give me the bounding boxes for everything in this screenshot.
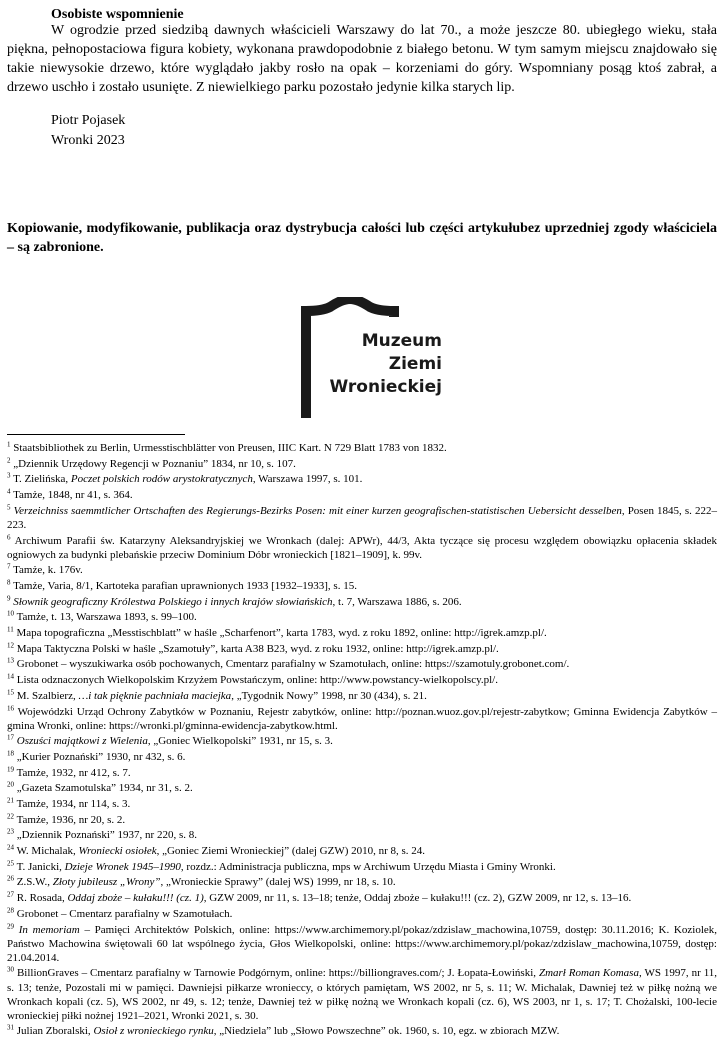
footnote-number: 25 xyxy=(7,859,14,868)
author-name: Piotr Pojasek xyxy=(51,113,126,128)
footnote-text: W. Michalak, xyxy=(16,845,79,858)
footnote-number: 30 xyxy=(7,965,14,974)
footnote-text: Tamże, 1936, nr 20, s. 2. xyxy=(16,813,126,826)
footnote-item xyxy=(7,579,717,593)
footnote-number: 14 xyxy=(7,672,14,681)
footnote-number: 27 xyxy=(7,890,14,899)
place-date: Wronki 2023 xyxy=(51,133,125,148)
footnote-number: 18 xyxy=(7,749,14,758)
footnote-number: 31 xyxy=(7,1023,14,1032)
footnote-item xyxy=(7,734,717,748)
footnote-number: 16 xyxy=(7,703,14,712)
footnote-item xyxy=(7,923,717,965)
footnote-item xyxy=(7,797,717,811)
footnote-item xyxy=(7,689,717,703)
footnote-text: Tamże, t. 13, Warszawa 1893, s. 99–100. xyxy=(16,611,197,624)
footnote-item xyxy=(7,705,717,733)
footnote-text: Tamże, k. 176v. xyxy=(13,564,83,577)
footnote-text: Grobonet – Cmentarz parafialny w Szamotułach. xyxy=(16,907,233,920)
footnote-text-rest: , „Goniec Ziemi Wronieckiej” (dalej GZW) 2010, nr 8, s. 24. xyxy=(156,845,426,858)
footnote-text-rest: , WS 1997, nr 11, s. 13; tenże, Pozostali mi w pamięci. Dawniejsi piłkarze wronieccy, o których pamiętam, WS 2002, nr 5, s. 11; W. Michalak, Dawniej też w piłkę nożną we Wronkach kopali (cz. 5), WS 2002, nr 49, s. 12; tenże, Dawniej też w piłkę nożną we Wronkach kopali (cz. 6), WS 2003, nr 1, s. 17; T. Chożalski, 100-lecie wronieckiej piłki nożnej 1921–2021, Wronki 2021, s. 30. xyxy=(7,967,718,1022)
footnote-number: 19 xyxy=(7,765,14,773)
footnote-text-rest: , GZW 2009, nr 11, s. 13–18; tenże, Oddaj zboże – kułaku!!! (cz. 2), GZW 2009, nr 12, s. 13–16. xyxy=(203,892,632,905)
footnote-item xyxy=(7,966,717,1022)
footnote-text-rest: , „Goniec Wielkopolski” 1931, nr 15, s. 3. xyxy=(147,735,333,748)
footnote-item xyxy=(7,441,717,455)
footnote-title: In memoriam xyxy=(18,923,80,936)
footnote-item xyxy=(7,875,717,889)
footnote-item xyxy=(7,472,717,486)
section-heading: Osobiste wspomnienie xyxy=(51,7,184,22)
footnote-text: Mapa Taktyczna Polski w haśle „Szamotuły”, karta A38 B23, wyd. z roku 1932, online: http://igrek.amzp.pl/. xyxy=(16,642,499,655)
footnote-item xyxy=(7,504,717,532)
footnote-text: Tamże, 1848, nr 41, s. 364. xyxy=(13,489,133,502)
footnote-item xyxy=(7,813,717,827)
footnote-item xyxy=(7,626,717,640)
footnote-text: M. Szalbierz, xyxy=(16,689,79,702)
logo-line-2: Ziemi xyxy=(388,354,442,374)
footnote-text-rest: , rozdz.: Administracja publiczna, mps w Archiwum Urzędu Miasta i Gminy Wronki. xyxy=(180,860,556,873)
logo-wordmark xyxy=(314,330,442,399)
footnote-number: 22 xyxy=(7,812,14,821)
footnote-item xyxy=(7,673,717,687)
footnote-title: Osioł z wronieckiego rynku xyxy=(93,1025,214,1038)
footnote-item xyxy=(7,781,717,795)
footnote-number: 13 xyxy=(7,656,14,665)
footnote-title: Oddaj zboże – kułaku!!! (cz. 1) xyxy=(67,892,204,905)
footnote-number: 24 xyxy=(7,843,14,852)
footnote-number: 29 xyxy=(7,921,14,930)
footnote-item xyxy=(7,828,717,842)
footnote-text: Tamże, Varia, 8/1, Kartoteka parafian uprawnionych 1933 [1932–1933], s. 15. xyxy=(13,580,357,592)
footnote-number: 26 xyxy=(7,874,14,883)
footnote-number: 15 xyxy=(7,688,14,697)
footnote-item xyxy=(7,534,717,562)
footnote-title: Dzieje Wronek 1945–1990 xyxy=(64,860,181,873)
footnote-number: 8 xyxy=(7,578,11,587)
footnote-number: 2 xyxy=(7,456,11,465)
footnote-number: 9 xyxy=(7,594,11,603)
footnote-text: T. Janicki, xyxy=(16,860,65,873)
footnote-item xyxy=(7,595,717,609)
footnote-number: 1 xyxy=(7,440,11,449)
footnote-item xyxy=(7,657,717,671)
footnote-title: Wroniecki osiołek xyxy=(78,845,157,858)
footnote-number: 10 xyxy=(7,609,14,618)
footnote-text-rest: , „Niedziela” lub „Słowo Powszechne” ok. 1960, s. 10, egz. w zbiorach MZW. xyxy=(213,1025,560,1038)
footnote-text-rest: , „Wronieckie Sprawy” (dalej WS) 1999, nr 18, s. 10. xyxy=(160,876,396,889)
footnote-title: Złoty jubileusz „Wrony” xyxy=(52,876,161,889)
footnote-number: 3 xyxy=(7,471,11,480)
footnote-number: 7 xyxy=(7,562,11,571)
footnote-text: T. Zielińska, xyxy=(13,473,71,486)
copyright-notice: Kopiowanie, modyfikowanie, publikacja oraz dystrybucja całości lub części artykułubez uprzedniej zgody właściciela – są zabronione. xyxy=(7,221,717,255)
footnote-text-rest: , Posen 1845, s. 222–223. xyxy=(7,504,718,531)
footnote-text-rest: – Pamięci Architektów Polskich, online: https://www.archimemory.pl/pokaz/zdzislaw_machowina,10759, dostęp: 30.11.2016; K. Koziolek, Państwo Machowina świętowali 60 lat wspólnego życia, Głos Wielkopolski, online: https://www.archimemory.pl/pokaz/zdzislaw_machowina,10759, dostęp: 21.04.2014. xyxy=(7,923,718,964)
footnote-text: Tamże, 1934, nr 114, s. 3. xyxy=(16,798,131,811)
footnote-title: Verzeichniss saemmtlicher Ortschaften des Regierungs-Bezirks Posen: mit einer kurzen geografischen-statistischen Uebersicht desselben xyxy=(13,504,622,517)
footnote-text: Julian Zboralski, xyxy=(16,1025,94,1038)
footnote-number: 17 xyxy=(7,733,14,742)
footnote-number: 23 xyxy=(7,827,14,836)
footnote-title: Oszuści majątkowi z Wielenia xyxy=(16,735,148,748)
footnote-title: Słownik geograficzny Królestwa Polskiego i innych krajów słowiańskich xyxy=(13,595,333,608)
logo-line-3: Wronieckiej xyxy=(329,377,442,397)
footnote-text: Lista odznaczonych Wielkopolskim Krzyżem Powstańczym, online: http://www.powstancy-wielkopolscy.pl/. xyxy=(16,674,498,687)
footnote-number: 21 xyxy=(7,796,14,805)
footnote-item xyxy=(7,457,717,471)
footnote-title: Poczet polskich rodów arystokratycznych xyxy=(70,473,253,486)
footnote-item xyxy=(7,860,717,874)
footnote-text-rest: , t. 7, Warszawa 1886, s. 206. xyxy=(332,595,462,608)
footnote-number: 11 xyxy=(7,625,14,634)
footnote-item xyxy=(7,642,717,656)
footnote-text-rest: , Warszawa 1997, s. 101. xyxy=(252,473,363,486)
footnote-item xyxy=(7,844,717,858)
footnote-separator xyxy=(7,434,185,435)
footnote-item xyxy=(7,610,717,624)
footnote-number: 6 xyxy=(7,532,11,541)
footnote-number: 12 xyxy=(7,641,14,650)
footnote-text: „Gazeta Szamotulska” 1934, nr 31, s. 2. xyxy=(16,782,193,795)
footnote-text: Grobonet – wyszukiwarka osób pochowanych, Cmentarz parafialny w Szamotułach, online: https://szamotuly.grobonet.com/. xyxy=(16,658,570,671)
footnote-text: Staatsbibliothek zu Berlin, Urmesstischblätter von Preusen, IIIC Kart. N 729 Blatt 1783 von 1832. xyxy=(13,442,447,454)
footnote-text: R. Rosada, xyxy=(16,892,68,905)
museum-logo xyxy=(292,297,442,420)
footnote-text: Mapa topograficzna „Messtischblatt” w haśle „Scharfenort”, karta 1783, wyd. z roku 1892, online: http://igrek.amzp.pl/. xyxy=(16,627,547,640)
footnote-text: Z.S.W., xyxy=(16,876,53,889)
footnote-title: …i tak pięknie pachniała maciejka xyxy=(78,689,232,702)
footnote-item xyxy=(7,1024,717,1038)
logo-line-1: Muzeum xyxy=(361,331,442,351)
footnote-number: 4 xyxy=(7,487,11,496)
footnotes-list xyxy=(7,441,717,1040)
footnote-text: „Dziennik Poznański” 1937, nr 220, s. 8. xyxy=(16,829,197,842)
footnote-item xyxy=(7,563,717,577)
memoir-paragraph: W ogrodzie przed siedzibą dawnych właścicieli Warszawy do lat 70., a może jeszcze 80. ubiegłego wieku, stała piękna, pełnopostaciowa figura kobiety, wykonana prawdopodobnie z białego betonu. W tym samym miejscu znajdowało się takie niewysokie drzewo, które wyglądało jakby rosło na opak – korzeniami do góry. Wspomniany posąg ktoś zabrał, a drzewo uschło i zostało usunięte. Z niewielkiego parku pozostało jedynie kilka starych lip. xyxy=(7,23,717,95)
footnote-text: „Dziennik Urzędowy Regencji w Poznaniu” 1834, nr 10, s. 107. xyxy=(13,457,296,470)
footnote-text: Wojewódzki Urząd Ochrony Zabytków w Poznaniu, Rejestr zabytków, online: http://poznan.wuoz.gov.pl/rejestr-zabytkow; Gminna Ewidencja Zabytków – gmina Wronki, online: https://wronki.pl/gminna-ewidencja-zabytkow.html. xyxy=(7,705,717,732)
footnote-text: BillionGraves – Cmentarz parafialny w Tarnowie Podgórnym, online: https://billiongraves.com/; J. Łopata-Łowiński, xyxy=(16,967,539,980)
footnote-number: 28 xyxy=(7,906,14,915)
footnote-title: Zmarł Roman Komasa xyxy=(538,967,639,980)
footnote-item xyxy=(7,891,717,905)
footnote-item xyxy=(7,750,717,764)
footnote-text: Archiwum Parafii św. Katarzyny Aleksandryjskiej we Wronkach (dalej: APWr), 44/3, Akta tyczące się procesu względem obowiązku opłacenia składek ogniowych za budynki plebańskie przeciw Dominium Dóbr wronieckich [1821–1909], k. 99v. xyxy=(7,534,718,561)
footnote-text-rest: , „Tygodnik Nowy” 1998, nr 30 (434), s. 21. xyxy=(231,689,427,702)
footnote-item xyxy=(7,488,717,502)
footnote-text: Tamże, 1932, nr 412, s. 7. xyxy=(16,766,131,779)
footnote-number: 5 xyxy=(7,503,11,512)
footnote-item xyxy=(7,907,717,921)
footnote-text: „Kurier Poznański” 1930, nr 432, s. 6. xyxy=(16,750,186,763)
footnote-item xyxy=(7,766,717,780)
footnote-number: 20 xyxy=(7,780,14,789)
